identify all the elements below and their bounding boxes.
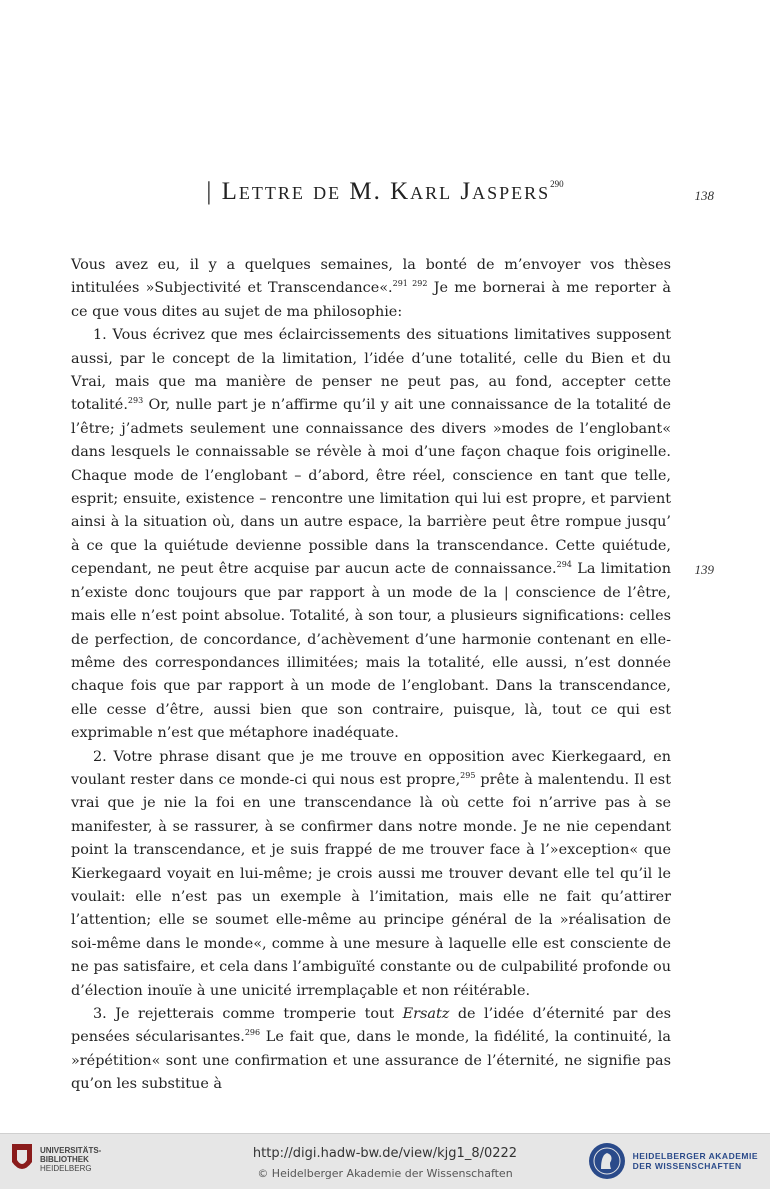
academy-logo[interactable]: HEIDELBERGER AKADEMIE DER WISSENSCHAFTEN [587,1141,758,1181]
document-url[interactable]: http://digi.hadw-bw.de/view/kjg1_8/0222 [252,1146,518,1161]
margin-page-number: 138 [694,188,714,203]
footnote-ref[interactable]: 290 [550,179,564,189]
footnote-ref[interactable]: 291 [392,279,408,289]
heading-text: Lettre de M. Karl Jaspers [221,178,551,205]
academy-seal-icon [587,1141,627,1181]
footnote-ref[interactable]: 293 [127,396,144,406]
university-library-logo[interactable]: UNIVERSITÄTS- BIBLIOTHEK HEIDELBERG [10,1142,101,1176]
footnote-ref[interactable]: 294 [556,560,572,570]
footnote-ref[interactable]: 295 [460,770,476,780]
footnote-ref[interactable]: 296 [244,1028,261,1038]
footer-bar [0,1133,770,1189]
copyright-notice: © Heidelberger Akademie der Wissenschaften [257,1167,513,1180]
heading-bar: | [206,178,214,205]
margin-page-number: 139 [694,562,714,577]
page-title [0,178,770,206]
paragraph: 2. Votre phrase disant que je me trouve en opposition avec Kierkegaard, en voulant rester dans ce monde-ci qui nous est propre,$^{295}$ prête à malentendu. Il est vrai que je nie la foi en une transcendance là où cette foi n’arrive pas à se manifester, à se rassurer, à se confirmer dans notre monde. Je ne nie cependant point la transcendance, et je suis frappé de me trouver face à l’»exception« que Kierkegaard voyait en lui-même; je crois aussi me trouver devant elle tel qu’il le voulait: elle n’est pas un exemple à l’imitation, mais elle ne fait qu’attirer l’attention; elle se soumet elle-même au principe général de la »réalisation de soi-même dans le monde«, comme à une mesure à laquelle elle est consciente de ne pas satisfaire, et cela dans l’ambiguïté constante ou de culpabilité profonde ou d’élection inouïe à une unicité irremplaçable et non réitérable. [71,748,671,999]
footnote-ref[interactable]: 292 [412,279,428,289]
paragraph: 1. Vous écrivez que mes éclaircissements des situations limitatives supposent aussi, par le concept de la limitation, l’idée d’une totalité, celle du Bien et du Vrai, mais que ma manière de penser ne peut pas, au fond, accepter cette totalité.$^{293}$ Or, nulle part je n’affirme qu’il y ait une connaissance de la totalité de l’être; j’admets seulement une connaissance des divers »modes de l’englobant« dans lesquels le connaissable se révèle à moi d’une façon chaque fois originelle. Chaque mode de l’englobant – d’abord, être réel, conscience en tant que telle, esprit; ensuite, existence – rencontre une limitation qui lui est propre, et parvient ainsi à la situation où, dans un autre espace, la barrière peut être rompue jusqu’ à ce que la quiétude devienne possible dans la transcendance. Cette quiétude, cependant, ne peut être acquise par aucun acte de connaissance.$^{294}$ La limitation n’existe donc toujours que par rapport à un mode de la | conscience de l’être, mais elle n’est point absolue. Totalité, à son tour, a plusieurs significations: celles de perfection, de concordance, d’achèvement d’une harmonie contenant en elle-même des correspondances illimitées; mais la totalité, elle aussi, n’est donnée chaque fois que par rapport à un mode de l’englobant. Dans la transcendance, elle cesse d’être, aussi bien que son contraire, puisque, là, tout ce qui est exprimable n’est que métaphore inadéquate. [71,327,671,742]
paragraph: 3. Je rejetterais comme tromperie tout Ersatz de l’idée d’éternité par des pensées sécularisantes.$^{296}$ Le fait que, dans le monde, la fidélité, la continuité, la »répétition« sont une confirmation et une assurance de l’éternité, ne signifie pas qu’on les substitue à [71,1006,672,1093]
letter-body [71,254,671,1097]
paragraph: Vous avez eu, il y a quelques semaines, la bonté de m’envoyer vos thèses intitulées »Subjectivité et Transcendance«.$^{291}$ $^{292}$ Je me bornerai à me reporter à ce que vous dites au sujet de ma philosophie: [71,257,672,320]
